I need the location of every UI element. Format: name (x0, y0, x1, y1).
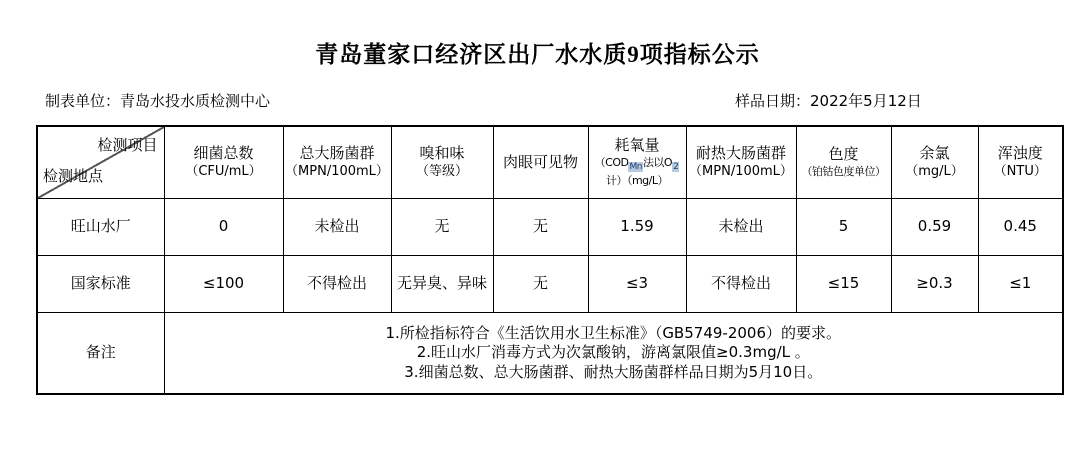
col-header-unit: （MPN/100mL） (689, 163, 793, 179)
cell-value: 0.59 (891, 198, 978, 255)
cell-value: ≤3 (588, 255, 686, 312)
header-row (37, 126, 1063, 198)
col-header-name: 余氯 (919, 144, 950, 163)
cell-value: 不得检出 (283, 255, 391, 312)
row-label: 旺山水厂 (37, 198, 164, 255)
col-header-unit: （mg/L） (905, 163, 964, 179)
col-header-unit: （铂钴色度单位） (801, 164, 886, 178)
corner-cell (37, 126, 164, 198)
col-header-color (796, 126, 891, 198)
col-header-name: 嗅和味 (419, 144, 465, 163)
col-header-total-coliform (283, 126, 391, 198)
o2-subscript: 2 (673, 162, 679, 173)
col-header-oxygen-consumption (588, 126, 686, 198)
note-line-3: 3.细菌总数、总大肠菌群、耐热大肠菌群样品日期为5月10日。 (404, 362, 823, 381)
notes-content (164, 312, 1063, 394)
cell-value: 0.45 (978, 198, 1063, 255)
sample-date-label: 样品日期：2022年5月12日 (735, 92, 922, 110)
col-header-bacteria-total (164, 126, 283, 198)
notes-row (37, 312, 1063, 394)
table-row-wangshan-plant (37, 198, 1063, 255)
cell-value: 不得检出 (686, 255, 796, 312)
col-header-residual-chlorine (891, 126, 978, 198)
water-quality-table (36, 125, 1064, 395)
cell-value: 1.59 (588, 198, 686, 255)
col-header-name: 总大肠菌群 (299, 144, 375, 163)
col-header-name: 耗氧量 (614, 136, 660, 155)
col-header-name: 色度 (828, 145, 859, 164)
cell-value: 未检出 (686, 198, 796, 255)
cell-value: 0 (164, 198, 283, 255)
cell-value: ≥0.3 (891, 255, 978, 312)
cell-value: 5 (796, 198, 891, 255)
col-header-unit: （$COD_{Mn}$法以$O_2$计）（mg/L） (594, 155, 679, 187)
cell-value: 无 (493, 198, 588, 255)
table-row-national-standard (37, 255, 1063, 312)
corner-label-items: 检测项目 (97, 136, 158, 154)
col-header-unit: （MPN/100mL） (285, 163, 389, 179)
cod-mn-subscript: Mn (629, 162, 642, 173)
col-header-name: 浑浊度 (997, 144, 1043, 163)
cell-value: 无 (493, 255, 588, 312)
col-header-name: 肉眼可见物 (502, 152, 578, 171)
row-label: 国家标准 (37, 255, 164, 312)
col-header-odor-taste (391, 126, 493, 198)
issuer-label: 制表单位：青岛水投水质检测中心 (45, 92, 271, 110)
col-header-visible-matter (493, 126, 588, 198)
col-header-unit: （NTU） (993, 163, 1047, 179)
cell-value: ≤15 (796, 255, 891, 312)
note-line-1: 1.所检指标符合《生活饮用水卫生标准》（GB5749-2006）的要求。 (385, 323, 841, 342)
cell-value: 无异臭、异味 (391, 255, 493, 312)
cell-value: 未检出 (283, 198, 391, 255)
cell-value: 无 (391, 198, 493, 255)
page-title: 青岛董家口经济区出厂水水质9项指标公示 (315, 42, 760, 67)
notes-label: 备注 (37, 312, 164, 394)
col-header-turbidity (978, 126, 1063, 198)
corner-label-location: 检测地点 (43, 167, 104, 185)
cell-value: ≤100 (164, 255, 283, 312)
col-header-unit: （等级） (415, 163, 468, 179)
note-line-2: 2.旺山水厂消毒方式为次氯酸钠，游离氯限值≥0.3mg/L 。 (416, 343, 810, 361)
col-header-name: 耐热大肠菌群 (695, 144, 786, 163)
col-header-unit: （CFU/mL） (185, 163, 262, 179)
col-header-heat-resistant-coliform (686, 126, 796, 198)
col-header-name: 细菌总数 (193, 144, 254, 163)
cell-value: ≤1 (978, 255, 1063, 312)
